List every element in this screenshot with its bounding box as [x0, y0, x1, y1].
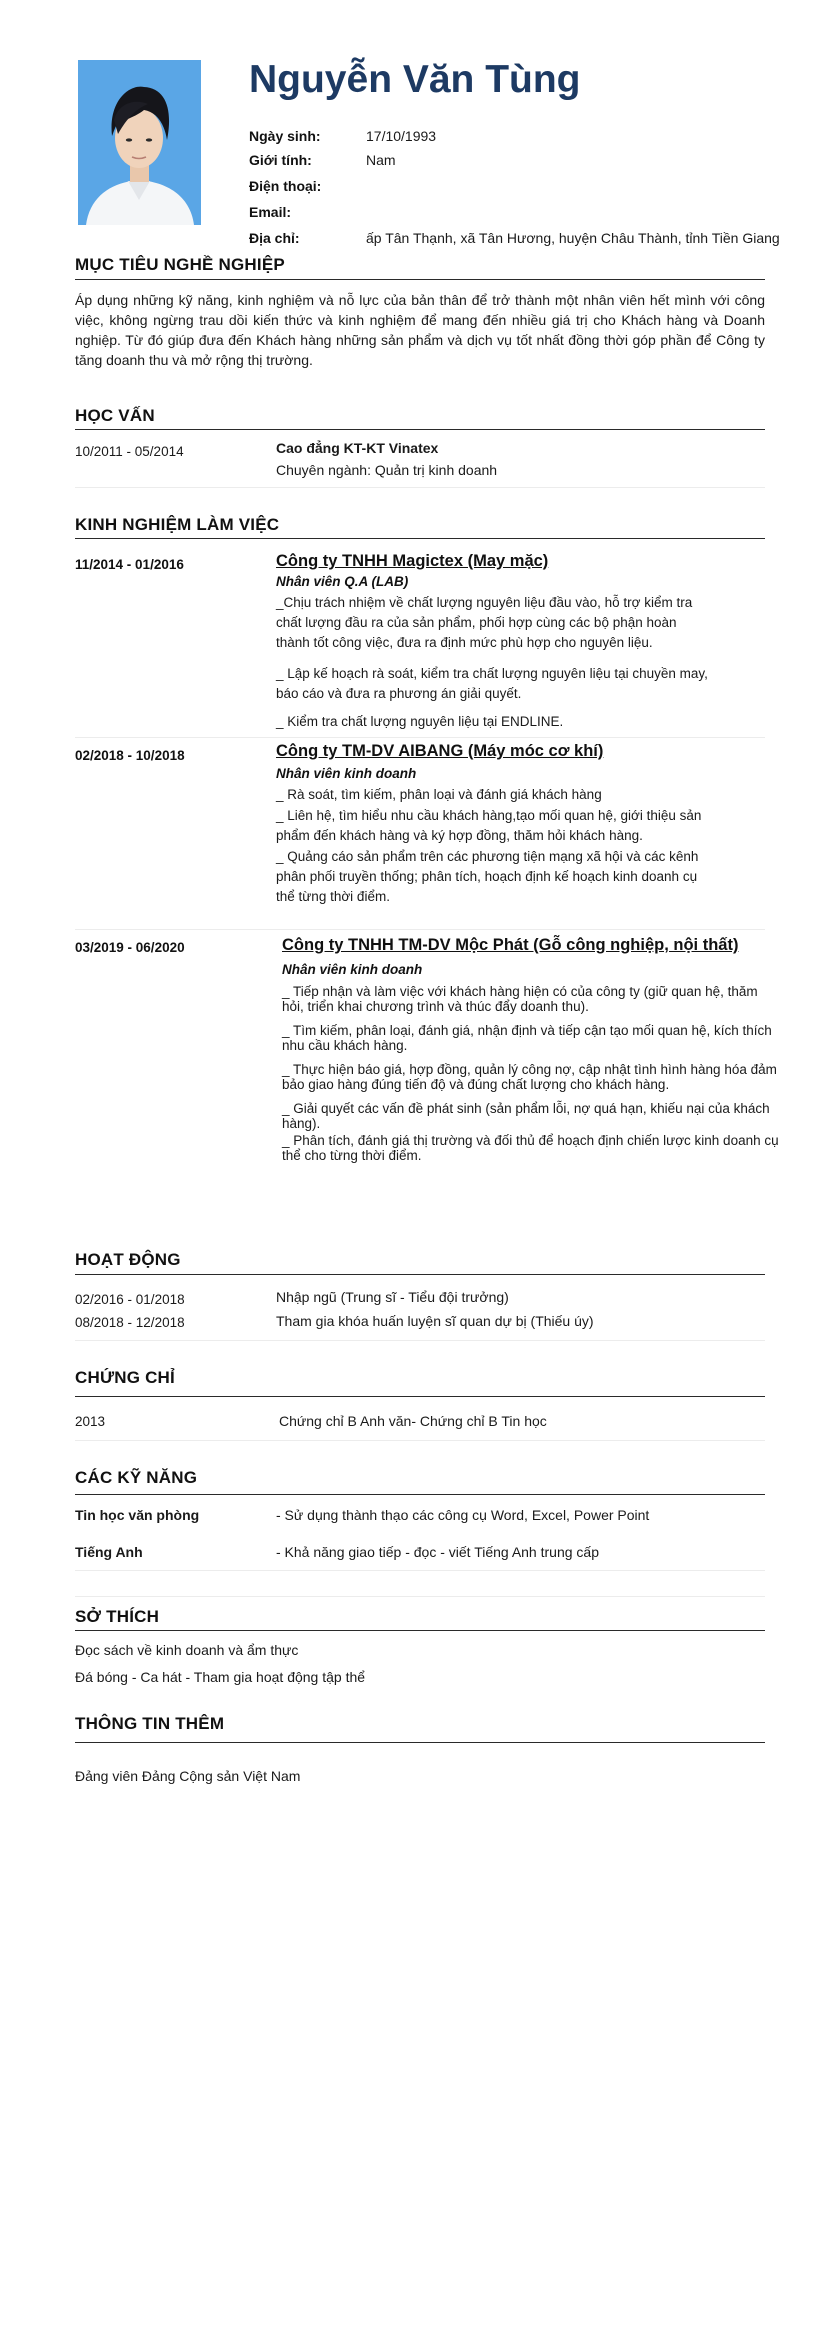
skills-row-divider	[75, 1570, 765, 1571]
objective-divider	[75, 279, 765, 280]
education-divider	[75, 429, 765, 430]
dob-value: 17/10/1993	[366, 128, 437, 144]
job-company: Công ty TNHH TM-DV Mộc Phát (Gỗ công nghiệp, nội thất)	[282, 936, 739, 954]
profile-photo	[78, 60, 201, 225]
skill-text: - Khả năng giao tiếp - đọc - viết Tiếng Anh trung cấp	[276, 1544, 599, 1560]
activities-divider	[75, 1274, 765, 1275]
gender-label: Giới tính:	[249, 152, 312, 168]
job-date: 02/2018 - 10/2018	[75, 748, 185, 763]
hobbies-title: SỞ THÍCH	[75, 1607, 160, 1626]
job-task: _ Quảng cáo sản phẩm trên các phương tiện mạng xã hội và các kênh phân phối truyền thống; phân tích, hoạch định kế hoạch kinh doanh cụ thể từng thời điểm.	[276, 849, 699, 904]
job-task: _ Kiểm tra chất lượng nguyên liệu tại ENDLINE.	[276, 714, 564, 729]
email-label: Email:	[249, 204, 292, 220]
job-task: _ Tìm kiếm, phân loại, đánh giá, nhận định và tiếp cận tạo mối quan hệ, kích thích nhu cầu khách hàng.	[282, 1023, 772, 1053]
education-row-divider	[75, 487, 765, 488]
job-task: _ Tiếp nhận và làm việc với khách hàng hiện có của công ty (giữ quan hệ, thăm hỏi, triển khai chương trình và thúc đẩy doanh thu).	[282, 984, 758, 1014]
job-divider	[75, 929, 765, 930]
activities-title: HOẠT ĐỘNG	[75, 1250, 181, 1269]
education-date: 10/2011 - 05/2014	[75, 444, 184, 459]
job-company: Công ty TM-DV AIBANG (Máy móc cơ khí)	[276, 742, 604, 760]
job-role: Nhân viên kinh doanh	[282, 962, 423, 977]
objective-title: MỤC TIÊU NGHỀ NGHIỆP	[75, 255, 285, 274]
hobby-item: Đá bóng - Ca hát - Tham gia hoạt động tập thể	[75, 1669, 366, 1685]
address-label: Địa chỉ:	[249, 230, 300, 246]
job-task: _ Phân tích, đánh giá thị trường và đối thủ để hoạch định chiến lược kinh doanh cụ thể cho từng thời điểm.	[282, 1133, 779, 1163]
objective-text: Áp dụng những kỹ năng, kinh nghiệm và nỗ lực của bản thân để trở thành một nhân viên hết mình với công việc, không ngừng trau dồi kiến thức và kinh nghiệm để mang đến nhiều giá trị cho Khách hàng và Doanh nghiệp. Từ đó giúp đưa đến Khách hàng những sản phẩm và dịch vụ tốt nhất đồng thời góp phần để Công ty tăng doanh thu và mở rộng thị trường.	[75, 292, 765, 368]
activity-text: Tham gia khóa huấn luyện sĩ quan dự bị (Thiếu úy)	[276, 1313, 594, 1329]
skill-text: - Sử dụng thành thạo các công cụ Word, Excel, Power Point	[276, 1507, 650, 1523]
gender-value: Nam	[366, 152, 396, 168]
skills-end-divider	[75, 1596, 765, 1597]
certificate-text: Chứng chỉ B Anh văn- Chứng chỉ B Tin học	[279, 1413, 547, 1429]
job-task: _ Liên hệ, tìm hiểu nhu cầu khách hàng,tạo mối quan hệ, giới thiệu sản phẩm đến khách hàng và ký hợp đồng, thăm hỏi khách hàng.	[276, 808, 702, 843]
address-value: ấp Tân Thạnh, xã Tân Hương, huyện Châu Thành, tỉnh Tiền Giang	[366, 230, 780, 246]
job-task: _ Giải quyết các vấn đề phát sinh (sản phẩm lỗi, nợ quá hạn, khiếu nại của khách hàng).	[282, 1101, 770, 1131]
job-task: _ Thực hiện báo giá, hợp đồng, quản lý công nợ, cập nhật tình hình hàng hóa đảm bảo giao hàng đúng tiến độ và đúng chất lượng cho khách hàng.	[282, 1062, 777, 1092]
activity-text: Nhập ngũ (Trung sĩ - Tiểu đội trưởng)	[276, 1289, 509, 1305]
skills-title: CÁC KỸ NĂNG	[75, 1468, 198, 1487]
job-task: _ Rà soát, tìm kiếm, phân loại và đánh giá khách hàng	[276, 787, 602, 802]
skill-name: Tin học văn phòng	[75, 1507, 200, 1523]
activities-row-divider	[75, 1340, 765, 1341]
job-date: 03/2019 - 06/2020	[75, 940, 185, 955]
hobby-item: Đọc sách về kinh doanh và ẩm thực	[75, 1642, 299, 1658]
certificates-row-divider	[75, 1440, 765, 1441]
phone-label: Điện thoại:	[249, 178, 322, 194]
hobbies-divider	[75, 1630, 765, 1631]
job-date: 11/2014 - 01/2016	[75, 557, 184, 572]
job-role: Nhân viên Q.A (LAB)	[276, 574, 409, 589]
education-major: Chuyên ngành: Quản trị kinh doanh	[276, 462, 498, 478]
job-task: _ Lập kế hoạch rà soát, kiểm tra chất lượng nguyên liệu tại chuyền may, báo cáo và đưa ra phương án giải quyết.	[276, 666, 708, 701]
experience-title: KINH NGHIỆM LÀM VIỆC	[75, 515, 280, 534]
skills-divider	[75, 1494, 765, 1495]
job-role: Nhân viên kinh doanh	[276, 766, 417, 781]
education-school: Cao đẳng KT-KT Vinatex	[276, 440, 439, 456]
experience-divider	[75, 538, 765, 539]
job-divider	[75, 737, 765, 738]
education-title: HỌC VẤN	[75, 406, 155, 425]
dob-label: Ngày sinh:	[249, 128, 321, 144]
additional-item: Đảng viên Đảng Cộng sản Việt Nam	[75, 1768, 301, 1784]
skill-name: Tiếng Anh	[75, 1544, 143, 1560]
activity-date: 02/2016 - 01/2018	[75, 1292, 185, 1307]
activity-date: 08/2018 - 12/2018	[75, 1315, 185, 1330]
additional-divider	[75, 1742, 765, 1743]
candidate-name: Nguyễn Văn Tùng	[249, 58, 581, 101]
job-company: Công ty TNHH Magictex (May mặc)	[276, 552, 549, 570]
certificates-divider	[75, 1396, 765, 1397]
certificates-title: CHỨNG CHỈ	[75, 1368, 175, 1387]
person-portrait-icon	[78, 60, 201, 225]
certificate-year: 2013	[75, 1414, 106, 1429]
additional-title: THÔNG TIN THÊM	[75, 1714, 225, 1733]
job-task: _Chịu trách nhiệm về chất lượng nguyên liệu đầu vào, hỗ trợ kiểm tra chất lượng đầu ra của sản phẩm, phối hợp cùng các bộ phận hoàn thành tốt công việc, đưa ra định mức phù hợp cho nguyên liệu.	[276, 595, 693, 650]
